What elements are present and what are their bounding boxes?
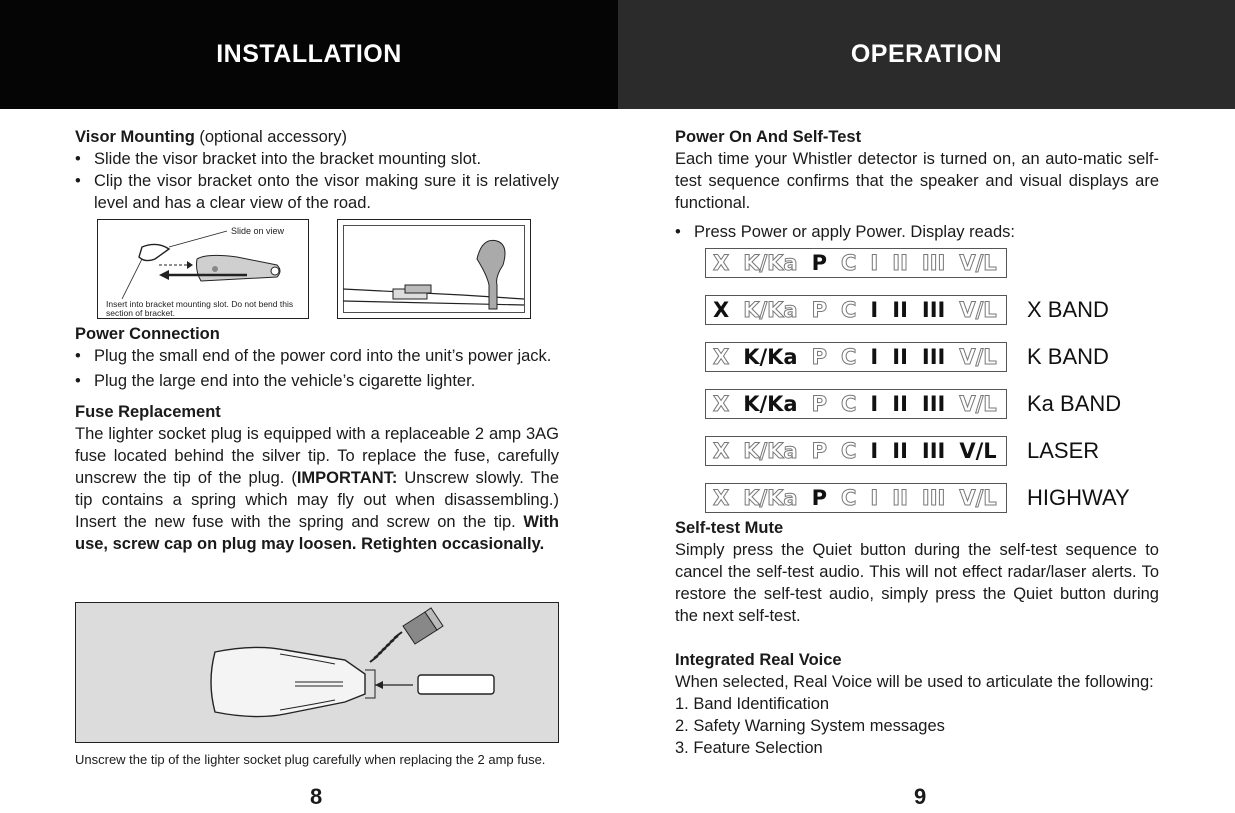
display-segment: II	[892, 439, 908, 463]
display-segment: V/L	[959, 486, 997, 510]
display-segment: X	[713, 251, 730, 275]
display-row	[705, 483, 1130, 517]
display-segment: K/Ka	[743, 439, 798, 463]
display-segment: P	[811, 486, 827, 510]
fuse-title: Fuse Replacement	[75, 403, 221, 421]
display-segment: K/Ka	[743, 251, 798, 275]
display-segment: II	[892, 392, 908, 416]
display-segment: II	[892, 298, 908, 322]
operation-header	[618, 0, 1235, 109]
installation-column-continued	[75, 323, 559, 555]
installation-column	[75, 126, 559, 214]
visor-fig-label-bottom-2: section of bracket.	[106, 308, 175, 318]
fuse-shape	[418, 675, 494, 694]
display-segment: C	[841, 486, 857, 510]
display-segment: X	[713, 345, 730, 369]
display-row	[705, 342, 1125, 376]
display-segment: P	[811, 392, 827, 416]
voice-item: 3. Feature Selection	[675, 739, 823, 757]
display-label: K BAND	[1027, 344, 1109, 369]
installation-header	[0, 0, 618, 109]
display-segment: P	[811, 298, 827, 322]
display-segment: III	[921, 439, 946, 463]
fuse-important: IMPORTANT:	[296, 469, 398, 487]
mute-title: Self-test Mute	[675, 519, 784, 537]
display-readout	[705, 389, 1007, 419]
display-readout	[705, 248, 1007, 278]
display-row	[705, 389, 1125, 423]
visor-fig-label-top: Slide on view	[231, 226, 285, 236]
selftest-text: Each time your Whistler detector is turned on, an auto-matic self-test sequence confirms that the speaker and visual displays are functional.	[675, 150, 1159, 212]
power-bullet: • Plug the large end into the vehicle’s cigarette lighter.	[75, 370, 559, 392]
display-segment: III	[921, 251, 946, 275]
display-label: Ka BAND	[1027, 391, 1122, 416]
operation-column	[675, 126, 1159, 243]
display-segment: V/L	[959, 345, 997, 369]
display-label: LASER	[1027, 438, 1100, 463]
visor-fig-label-bottom-1: Insert into bracket mounting slot. Do not bend this	[106, 299, 294, 309]
display-segment: X	[713, 392, 730, 416]
display-row	[705, 436, 1125, 470]
display-segment: III	[921, 345, 946, 369]
page-number-8: 8	[310, 784, 323, 809]
display-segment: P	[811, 251, 827, 275]
page-number-9: 9	[914, 784, 927, 809]
installation-header-title: INSTALLATION	[216, 40, 402, 68]
fuse-paragraph	[75, 423, 559, 555]
display-segment: V/L	[959, 439, 997, 463]
display-segment: X	[713, 298, 730, 322]
display-segment: C	[841, 345, 857, 369]
visor-mounted-illustration	[337, 219, 531, 319]
operation-header-title: OPERATION	[850, 40, 1003, 68]
voice-item: 2. Safety Warning System messages	[675, 717, 945, 735]
display-segment: C	[841, 298, 857, 322]
display-segment: P	[811, 439, 827, 463]
mute-text: Simply press the Quiet button during the self-test sequence to cancel the self-test audio. This will not effect radar/laser alerts. To restore the self-test audio, simply press the Quiet button during the next self-test.	[675, 541, 1159, 625]
display-segment: X	[713, 439, 730, 463]
display-segment: K/Ka	[743, 298, 798, 322]
display-segment: K/Ka	[743, 392, 798, 416]
display-row	[705, 248, 1125, 282]
display-segment: C	[841, 439, 857, 463]
display-segment: II	[892, 345, 908, 369]
display-segment: V/L	[959, 392, 997, 416]
display-label: HIGHWAY	[1027, 485, 1130, 510]
display-readout	[705, 483, 1007, 513]
fuse-caption: Unscrew the tip of the lighter socket plug carefully when replacing the 2 amp fuse.	[75, 752, 546, 767]
fuse-text-1: The lighter socket plug is equipped with a replaceable 2 amp 3AG fuse located behind the silver tip. To replace the fuse, carefully unscrew the tip of the plug. (	[75, 425, 559, 487]
display-segment: I	[870, 345, 879, 369]
display-segment: X	[713, 486, 730, 510]
display-segment: K/Ka	[743, 345, 798, 369]
display-segment: I	[870, 439, 879, 463]
display-segment: C	[841, 392, 857, 416]
visor-title: Visor Mounting	[75, 128, 195, 146]
visor-note: (optional accessory)	[194, 128, 348, 146]
fuse-illustration	[75, 602, 559, 743]
display-readout	[705, 436, 1007, 466]
display-label: X BAND	[1027, 297, 1109, 322]
display-segment: III	[921, 392, 946, 416]
selftest-title: Power On And Self-Test	[675, 128, 862, 146]
display-segment: V/L	[959, 298, 997, 322]
display-readout	[705, 342, 1007, 372]
voice-title: Integrated Real Voice	[675, 651, 842, 669]
power-bullet: • Plug the small end of the power cord into the unit’s power jack.	[75, 345, 559, 367]
visor-bullet: • Clip the visor bracket onto the visor making sure it is relatively level and has a clear view of the road.	[75, 170, 559, 214]
display-segment: III	[921, 298, 946, 322]
power-title: Power Connection	[75, 325, 220, 343]
display-segment: V/L	[959, 251, 997, 275]
visor-heading	[75, 126, 559, 148]
display-segment: I	[870, 298, 879, 322]
display-segment: III	[921, 486, 946, 510]
display-segment: P	[811, 345, 827, 369]
display-segment: II	[892, 251, 908, 275]
display-segment: C	[841, 251, 857, 275]
display-segment: II	[892, 486, 908, 510]
fuse-text-2: Unscrew slowly. The tip contains a spring which may fly out when disassembling.) Insert the new fuse with the spring and screw on the tip.	[75, 469, 559, 531]
visor-bracket-illustration	[97, 219, 309, 319]
operation-column-continued	[675, 517, 1159, 759]
display-segment: I	[870, 392, 879, 416]
display-segment: K/Ka	[743, 486, 798, 510]
display-row	[705, 295, 1125, 329]
display-segment: I	[870, 486, 879, 510]
display-segment: I	[870, 251, 879, 275]
voice-item: 1. Band Identification	[675, 695, 830, 713]
voice-text: When selected, Real Voice will be used to articulate the following:	[675, 673, 1154, 691]
visor-bullet: • Slide the visor bracket into the bracket mounting slot.	[75, 148, 559, 170]
selftest-bullet: • Press Power or apply Power. Display reads:	[675, 221, 1159, 243]
fuse-bold-end: With use, screw cap on plug may loosen. Retighten occasionally.	[75, 513, 559, 553]
display-readout	[705, 295, 1007, 325]
